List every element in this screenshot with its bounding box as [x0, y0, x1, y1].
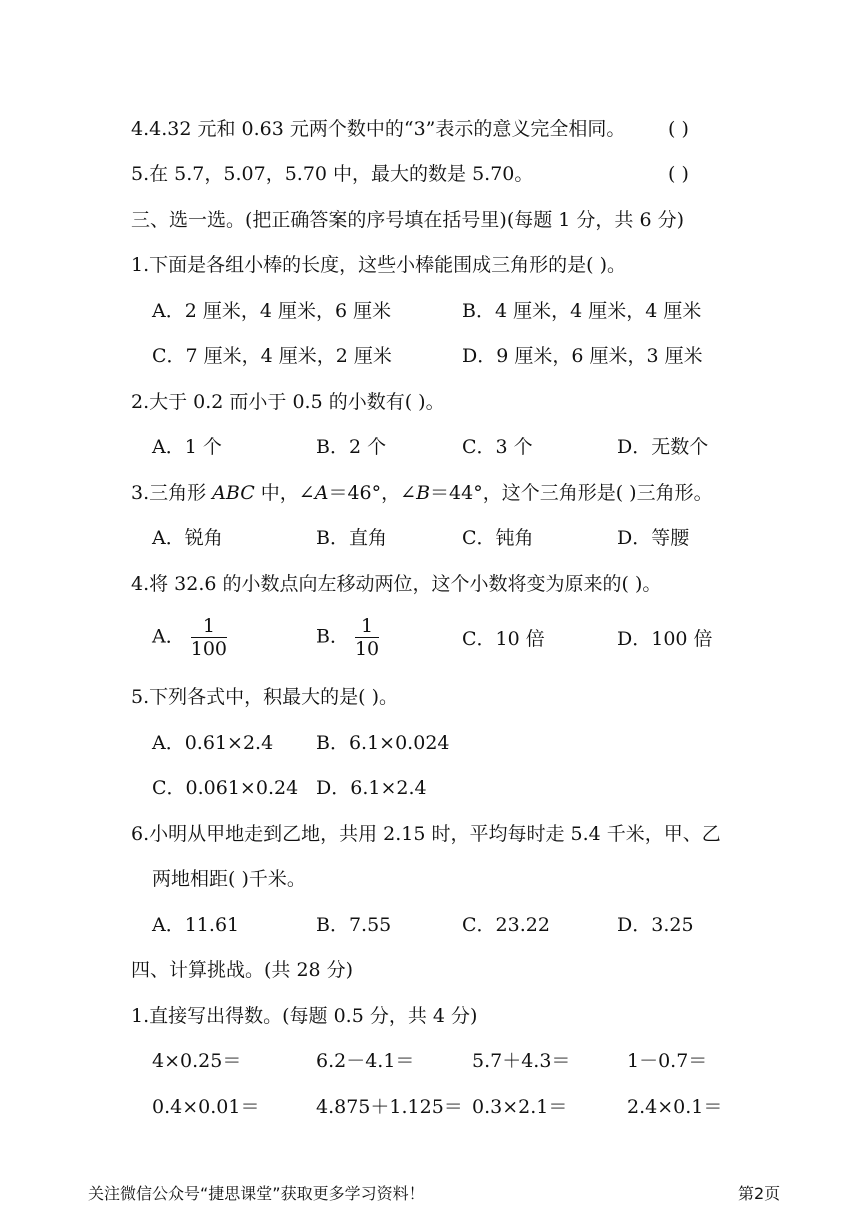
- q6-option-a: A．11.61: [152, 914, 240, 936]
- q4-option-a-label: A．: [152, 625, 185, 648]
- judge-question-5: 5.在 5.7，5.07，5.70 中，最大的数是 5.70。: [131, 163, 534, 185]
- fraction: [191, 615, 227, 660]
- choice-q3: [131, 480, 713, 506]
- q2-option-c: C．3 个: [462, 436, 533, 458]
- q2-option-a: A．1 个: [152, 436, 222, 458]
- q1-option-a: A．2 厘米，4 厘米，6 厘米: [152, 300, 392, 322]
- q1-option-d: D．9 厘米，6 厘米，3 厘米: [462, 345, 703, 367]
- choice-q1: 1.下面是各组小棒的长度，这些小棒能围成三角形的是( )。: [131, 254, 626, 276]
- choice-q2: 2.大于 0.2 而小于 0.5 的小数有( )。: [131, 391, 445, 413]
- q3-option-c: C．钝角: [462, 527, 534, 549]
- choice-q5: 5.下列各式中，积最大的是( )。: [131, 686, 398, 708]
- choice-q6-continued: 两地相距( )千米。: [152, 868, 306, 890]
- answer-paren-4: ( ): [668, 118, 689, 140]
- calc-item: 6.2－4.1＝: [316, 1050, 415, 1072]
- choice-q4: 4.将 32.6 的小数点向左移动两位，这个小数将变为原来的( )。: [131, 573, 662, 595]
- q3-option-b: B．直角: [316, 527, 387, 549]
- answer-paren-5: ( ): [668, 163, 689, 185]
- q4-option-d: D．100 倍: [617, 628, 713, 650]
- fraction: [355, 615, 379, 660]
- calc-item: 4.875＋1.125＝: [316, 1096, 463, 1118]
- q2-option-d: D．无数个: [617, 436, 709, 458]
- section3-heading: 三、选一选。(把正确答案的序号填在括号里)(每题 1 分，共 6 分): [131, 209, 684, 231]
- q5-option-c: C．0.061×0.24: [152, 777, 299, 799]
- calc-item: 0.3×2.1＝: [472, 1096, 568, 1118]
- q3-text-part: 3.三角形: [131, 482, 213, 504]
- calc-item: 5.7＋4.3＝: [472, 1050, 571, 1072]
- q6-option-b: B．7.55: [316, 914, 392, 936]
- q3-text-part: 中，∠: [254, 482, 315, 504]
- q6-option-d: D．3.25: [617, 914, 694, 936]
- q3-text-part: ＝46°，∠: [328, 482, 417, 504]
- fraction-numerator: 1: [191, 615, 227, 638]
- q4-option-b: [316, 615, 379, 660]
- q5-option-b: B．6.1×0.024: [316, 732, 450, 754]
- q4-option-c: C．10 倍: [462, 628, 545, 650]
- q3-option-d: D．等腰: [617, 527, 690, 549]
- q6-option-c: C．23.22: [462, 914, 550, 936]
- q3-text-part: ＝44°，这个三角形是( )三角形。: [430, 482, 713, 504]
- fraction-denominator: 10: [354, 638, 380, 660]
- fraction-numerator: 1: [355, 615, 379, 638]
- q5-option-a: A．0.61×2.4: [152, 732, 274, 754]
- q3-angle-b: B: [416, 482, 431, 504]
- q3-triangle-name: ABC: [212, 482, 255, 504]
- q1-option-c: C．7 厘米，4 厘米，2 厘米: [152, 345, 392, 367]
- q2-option-b: B．2 个: [316, 436, 387, 458]
- q5-option-d: D．6.1×2.4: [316, 777, 427, 799]
- judge-question-4: 4.4.32 元和 0.63 元两个数中的“3”表示的意义完全相同。: [131, 118, 626, 140]
- q3-option-a: A．锐角: [152, 527, 223, 549]
- q1-option-b: B．4 厘米，4 厘米，4 厘米: [462, 300, 702, 322]
- q4-option-a: [152, 615, 227, 660]
- footer-note: 关注微信公众号“捷思课堂”获取更多学习资料！: [88, 1184, 425, 1203]
- section4-sub1: 1.直接写出得数。(每题 0.5 分，共 4 分): [131, 1005, 478, 1027]
- calc-item: 1－0.7＝: [627, 1050, 708, 1072]
- page-number: 第2页: [738, 1184, 781, 1203]
- calc-item: 2.4×0.1＝: [627, 1096, 723, 1118]
- calc-item: 0.4×0.01＝: [152, 1096, 260, 1118]
- section4-heading: 四、计算挑战。(共 28 分): [131, 959, 354, 981]
- calc-item: 4×0.25＝: [152, 1050, 242, 1072]
- q4-option-b-label: B．: [316, 625, 349, 648]
- fraction-denominator: 100: [190, 638, 227, 660]
- choice-q6: 6.小明从甲地走到乙地，共用 2.15 时，平均每时走 5.4 千米，甲、乙: [131, 823, 721, 845]
- q3-angle-a: A: [314, 482, 329, 504]
